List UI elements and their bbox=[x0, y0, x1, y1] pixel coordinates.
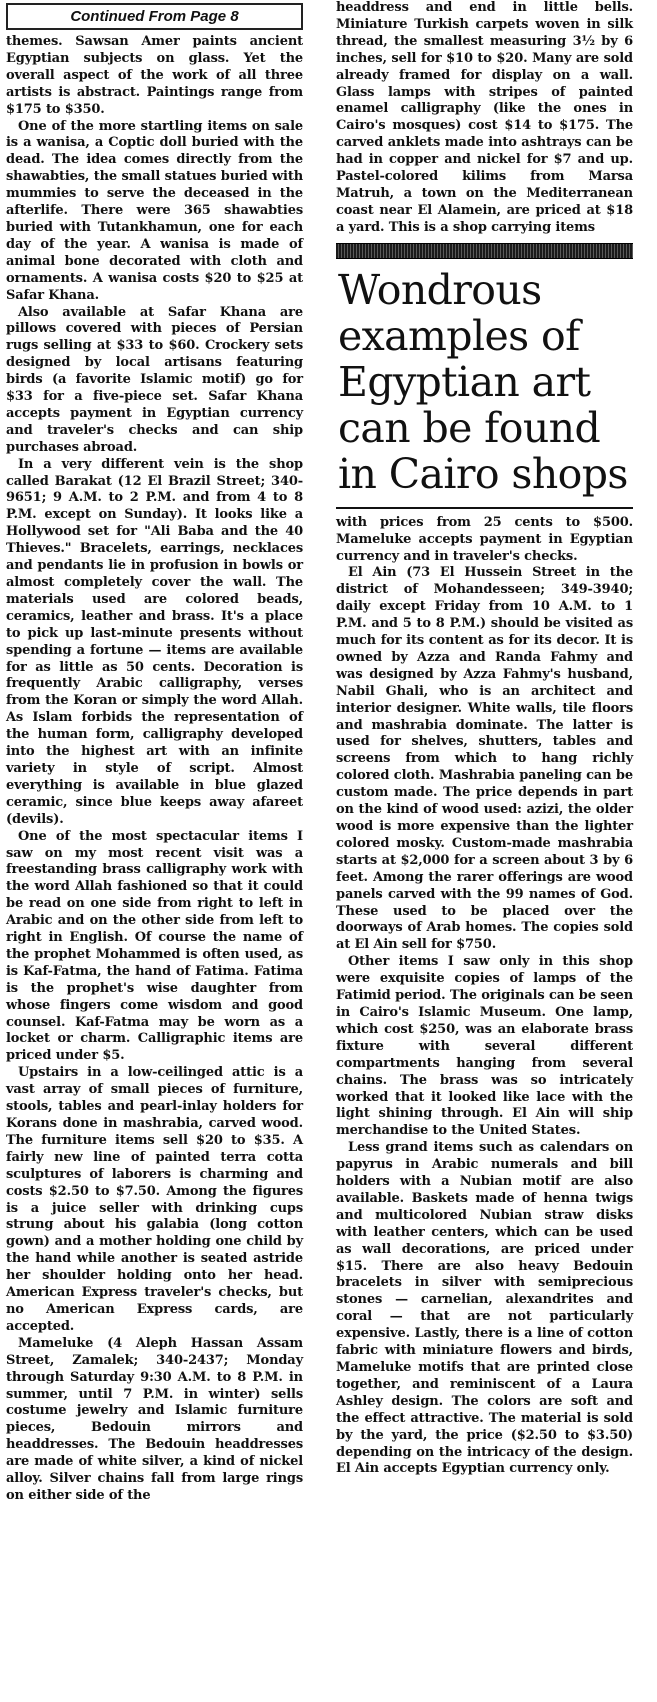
section-divider bbox=[336, 243, 633, 259]
right-column bbox=[336, 0, 633, 1478]
article-paragraph: In a very different vein is the shop called Barakat (12 El Brazil Street; 340-9651; 9 A.M. to 2 P.M. and from 4 to 8 P.M. except on Sunday). It looks like a Hollywood set for "Ali Baba and the 40 Thieves." Bracelets, earrings, necklaces and pendants lie in profusion in bowls or almost completely cover the wall. The materials used are colored beads, ceramics, leather and brass. It's a place to pick up last-minute presents without spending a fortune — items are available for as little as 50 cents. Decoration is frequently Arabic calligraphy, verses from the Koran or simply the word Allah. As Islam forbids the representation of the human form, calligraphy developed into the highest art with an infinite variety in style of script. Almost everything is available in blue glazed ceramic, since blue keeps away afareet (devils). bbox=[6, 456, 303, 827]
article-paragraph: El Ain (73 El Hussein Street in the district of Mohandesseen; 349-3940; daily except Friday from 10 A.M. to 1 P.M. and 5 to 8 P.M.) should be visited as much for its content as for its decor. It is owned by Azza and Randa Fahmy and was designed by Azza Fahmy's husband, Nabil Ghali, who is an architect and interior designer. White walls, tile floors and mashrabia dominate. The latter is used for shelves, shutters, tables and screens from which to hang richly colored cloth. Mashrabia paneling can be custom made. The price depends in part on the kind of wood used: azizi, the older wood is more expensive than the lighter colored mosky. Custom-made mashrabia starts at $2,000 for a screen about 3 by 6 feet. Among the rarer offerings are wood panels carved with the 99 names of God. These used to be placed over the doorways of Arab homes. The copies sold at El Ain sell for $750. bbox=[336, 565, 633, 953]
article-paragraph: Mameluke (4 Aleph Hassan Assam Street, Zamalek; 340-2437; Monday through Saturday 9:30 A.M. to 8 P.M. in summer, until 7 P.M. in winter) sells costume jewelry and Islamic furniture pieces, Bedouin mirrors and headdresses. The Bedouin headdresses are made of white silver, a kind of nickel alloy. Silver chains fall from large rings on either side of the bbox=[6, 1335, 303, 1503]
headline: Wondrous examples of Egyptian art can be found in Cairo shops bbox=[338, 265, 628, 498]
article-paragraph: Less grand items such as calendars on papyrus in Arabic numerals and bill holders with a Nubian motif are also available. Baskets made of henna twigs and multicolored Nubian straw disks with leather centers, which can be used as wall decorations, are priced under $15. There are also heavy Bedouin bracelets in silver with semiprecious stones — carnelian, alexandrites and coral — that are not particularly expensive. Lastly, there is a line of cotton fabric with miniature flowers and birds, Mameluke motifs that are printed close together, and reminiscent of a Laura Ashley design. The colors are soft and the effect attractive. The material is sold by the yard, the price ($2.50 to $3.50) depending on the intricacy of the design. El Ain accepts Egyptian currency only. bbox=[336, 1140, 633, 1477]
headline-rule bbox=[336, 507, 633, 509]
article-paragraph: themes. Sawsan Amer paints ancient Egyptian subjects on glass. Yet the overall aspect of the work of all three artists is abstract. Paintings range from $175 to $350. bbox=[6, 34, 303, 117]
article-paragraph: headdress and end in little bells. Miniature Turkish carpets woven in silk thread, the smallest measuring 3½ by 6 inches, sell for $10 to $20. Many are sold already framed for display on a wall. Glass lamps with stripes of painted enamel calligraphy (like the ones in Cairo's mosques) cost $14 to $175. The carved anklets made into ashtrays can be had in copper and nickel for $7 and up. Pastel-colored kilims from Marsa Matruh, a town on the Mediterranean coast near El Alamein, are priced at $18 a yard. This is a shop carrying items bbox=[336, 0, 633, 235]
article-paragraph: Upstairs in a low-ceilinged attic is a vast array of small pieces of furniture, stools, tables and pearl-inlay holders for Korans done in mashrabia, carved wood. The furniture items sell $20 to $35. A fairly new line of painted terra cotta sculptures of laborers is charming and costs $2.50 to $7.50. Among the figures is a juice seller with drinking cups strung about his galabia (long cotton gown) and a mother holding one child by the hand while another is seated astride her shoulder holding onto her head. American Express traveler's checks, but no American Express cards, are accepted. bbox=[6, 1065, 303, 1334]
article-paragraph: Also available at Safar Khana are pillows covered with pieces of Persian rugs selling at $33 to $60. Crockery sets designed by local artisans featuring birds (a favorite Islamic motif) go for $33 for a five-piece set. Safar Khana accepts payment in Egyptian currency and traveler's checks and can ship purchases abroad. bbox=[6, 304, 303, 455]
continued-from-label: Continued From Page 8 bbox=[6, 3, 303, 30]
left-column bbox=[6, 0, 303, 1505]
article-paragraph: One of the most spectacular items I saw on my most recent visit was a freestanding brass calligraphy work with the word Allah fashioned so that it could be read on one side from right to left in Arabic and on the other side from left to right in English. Of course the name of the prophet Mohammed is often used, as is Kaf-Fatma, the hand of Fatima. Fatima is the prophet's wise daughter from whose fingers come wisdom and good counsel. Kaf-Fatma may be worn as a locket or charm. Calligraphic items are priced under $5. bbox=[6, 828, 303, 1064]
article-paragraph: Other items I saw only in this shop were exquisite copies of lamps of the Fatimid period. The originals can be seen in Cairo's Islamic Museum. One lamp, which cost $250, was an elaborate brass fixture with several different compartments hanging from several chains. The brass was so intricately worked that it looked like lace with the light shining through. El Ain will ship merchandise to the United States. bbox=[336, 954, 633, 1139]
article-paragraph: One of the more startling items on sale is a wanisa, a Coptic doll buried with the dead. The idea comes directly from the shawabties, the small statues buried with mummies to serve the deceased in the afterlife. There were 365 shawabties buried with Tutankhamun, one for each day of the year. A wanisa is made of animal bone decorated with cloth and ornaments. A wanisa costs $20 to $25 at Safar Khana. bbox=[6, 118, 303, 303]
article-paragraph: with prices from 25 cents to $500. Mameluke accepts payment in Egyptian currency and in traveler's checks. bbox=[336, 514, 633, 564]
